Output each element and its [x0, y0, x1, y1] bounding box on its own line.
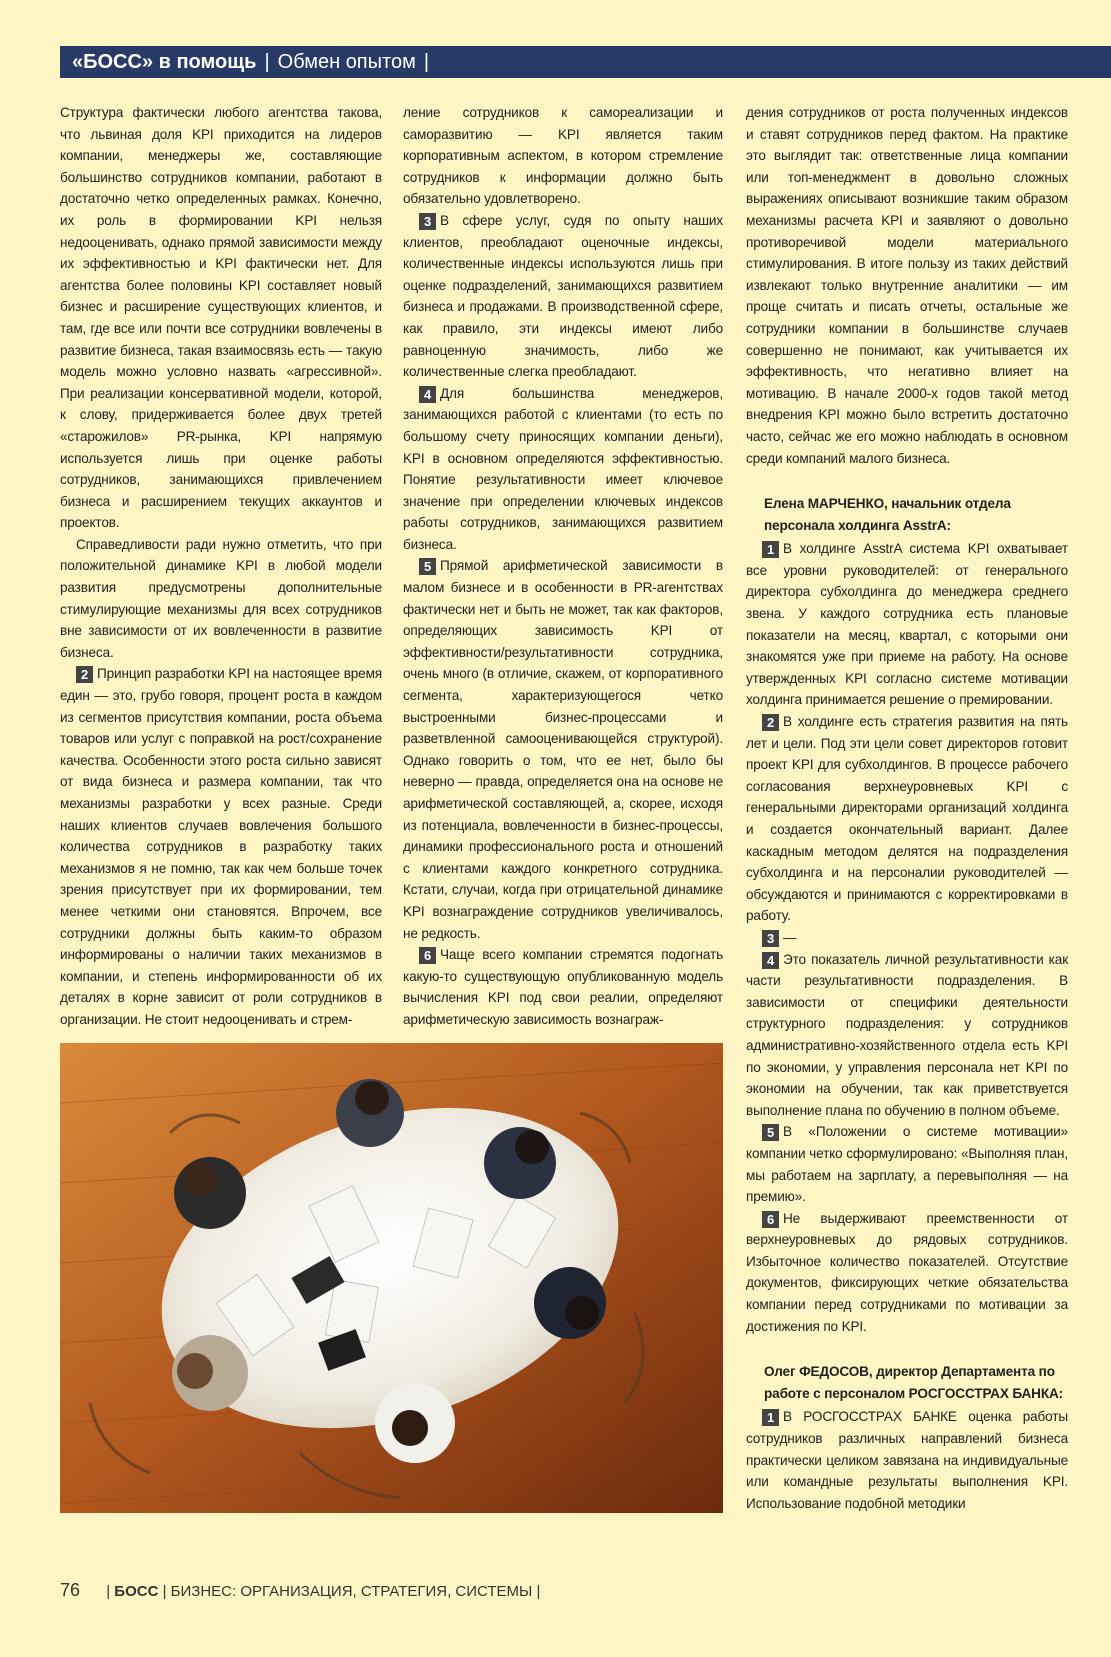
article-column-1 — [60, 102, 382, 1031]
answer-text: В РОСГОССТРАХ БАНКЕ оценка работы сотрудников различных направлений бизнеса практически целиком завязана на индивидуальные или командные результаты выполнения KPI. Использование подобной методики — [746, 1409, 1068, 1511]
answer-paragraph — [403, 944, 723, 1030]
page-number: 76 — [60, 1580, 81, 1600]
answer-paragraph — [746, 711, 1068, 927]
answer-number-badge: 5 — [762, 1124, 779, 1141]
answer-paragraph — [746, 1406, 1068, 1514]
answer-paragraph — [403, 210, 723, 383]
answer-number-badge: 3 — [762, 930, 779, 947]
answer-number-badge: 5 — [419, 558, 436, 575]
answer-number-badge: 1 — [762, 1409, 779, 1426]
answer-paragraph — [746, 538, 1068, 711]
answer-paragraph — [746, 927, 1068, 949]
answer-paragraph — [746, 1121, 1068, 1207]
section-title: Обмен опытом — [277, 50, 416, 73]
answer-text: В сфере услуг, судя по опыту наших клиентов, преобладают оценочные индексы, количественные индексы используются лишь при оценке подразделений, занимающихся развитием бизнеса и продажами. В производственной сфере, как правило, эти индексы имеют либо равноценную значимость, либо же количественные слегка преобладают. — [403, 212, 723, 380]
answer-number-badge: 1 — [762, 541, 779, 558]
answer-text: Это показатель личной результативности как части результативности подразделения. В зависимости от специфики деятельности структурного подразделения: у сотрудников административно-хозяйственного отдела есть KPI по экономии, у управления персонала нет KPI по экономии на обучении, так как приветствуется выполнение плана по обучению в полном объеме. — [746, 951, 1068, 1118]
expert-name: Олег ФЕДОСОВ, директор Департамента по работе с персоналом РОСГОССТРАХ БАНКА: — [764, 1364, 1064, 1401]
answer-text: Чаще всего компании стремятся подогнать какую-то существующую опубликованную модель вычисления KPI под свои реалии, определяют арифметическую зависимость вознаграж- — [403, 947, 723, 1027]
answer-paragraph — [746, 1208, 1068, 1338]
answer-text: — — [783, 929, 797, 945]
footer-tagline: БИЗНЕС: ОРГАНИЗАЦИЯ, СТРАТЕГИЯ, СИСТЕМЫ — [170, 1583, 533, 1600]
page-footer — [60, 1580, 540, 1601]
answer-text: В холдинге есть стратегия развития на пять лет и цели. Под эти цели совет директоров готовит проект KPI для субхолдингов. В процессе рабочего согласования верхнеуровневых KPI с генеральными директорами организаций холдинга и создается окончательный вариант. Далее каскадным методом делятся на подразделения субхолдинга и на персоналии руководителей — обсуждаются и принимаются с корректировками в работу. — [746, 714, 1068, 924]
answer-paragraph — [403, 555, 723, 944]
answer-text: Прямой арифметической зависимости в малом бизнесе и в особенности в PR-агентствах фактически нет и быть не может, так как факторов, определяющих зависимость KPI от эффективности/результативности сотрудника, очень много (в отличие, скажем, от корпоративного сегмента, характеризующегося четко выстроенными бизнес-процессами и разветвленной самооценивающейся структурой). Однако говорить о том, что ее нет, было бы неверно — правда, определяется она на основе не арифметической составляющей, а, скорее, исходя из потенциала, вовлеченности в бизнес-процессы, динамики профессионального роста и отношений с клиентами каждого конкретного сотрудника. Кстати, случаи, когда при отрицательной динамике KPI вознаграждение сотрудников увеличивалось, не редкость. — [403, 558, 723, 941]
answer-text: Для большинства менеджеров, занимающихся работой с клиентами (то есть по большому счету приносящих компании деньги), KPI в основном определяются эффективностью. Понятие результативности имеет ключевое значение при определении ключевых индексов работы сотрудников, занимающихся развитием бизнеса. — [403, 385, 723, 552]
magazine-brand: «БОСС» в помощь — [72, 50, 257, 73]
footer-separator-end: | — [536, 1583, 541, 1600]
answer-text: В «Положении о системе мотивации» компании четко сформулировано: «Выполняя план, мы работаем на зарплату, а перевыполняя — на премию». — [746, 1124, 1068, 1205]
section-header — [60, 46, 1111, 78]
answer-number-badge: 6 — [419, 947, 436, 964]
footer-separator: | — [106, 1583, 111, 1600]
answer-number-badge: 4 — [762, 952, 779, 969]
answer-text: Принцип разработки KPI на настоящее время един — это, грубо говоря, процент роста в каждом из сегментов присутствия компании, роста объема товаров или услуг с поправкой на рост/сохранение качества. Особенности этого роста сильно зависят от вида бизнеса и размера компании, так что механизмы разработки у всех разные. Среди наших клиентов случаев вовлечения большого количества сотрудников в разработку таких механизмов я не помню, так как чем больше точек зрения присутствует при их формировании, тем менее четкими они становятся. Впрочем, все сотрудники должны быть каким-то образом информированы о наличии таких механизмов в компании, и степень информированности об их деталях в корне зависит от роли сотрудников в организации. Не стоит недооценивать и стрем- — [60, 666, 382, 1027]
article-column-2 — [403, 102, 723, 1031]
answer-text: В холдинге AsstrA система KPI охватывает все уровни руководителей: от генерального директора субхолдинга до менеджера среднего звена. У каждого сотрудника есть плановые показатели на месяц, квартал, с которыми они знакомятся уже при приеме на работу. На основе утвержденных KPI согласно системе мотивации холдинга принимается решение о премировании. — [746, 541, 1068, 708]
paragraph: Справедливости ради нужно отметить, что при положительной динамике KPI в любой модели развития предусмотрены дополнительные стимулирующие механизмы для всех сотрудников вне зависимости от их вовлеченности в развитие бизнеса. — [60, 536, 382, 660]
meeting-photo — [60, 1043, 723, 1513]
photo-illustration — [60, 1043, 723, 1513]
answer-paragraph — [403, 383, 723, 556]
paragraph: ление сотрудников к самореализации и саморазвитию — KPI является таким корпоративным аспектом, в котором стремление сотрудников к информации должно быть обязательно удовлетворено. — [403, 105, 723, 207]
paragraph: Структура фактически любого агентства такова, что львиная доля KPI приходится на лидеров компании, менеджеры же, составляющие большинство сотрудников компании, работают в достаточно четко определенных рамках. Конечно, их роль в формировании KPI нельзя недооценивать, однако прямой зависимости между их эффективностью и KPI фактически нет. Для агентства более половины KPI составляет новый бизнес и расширение существующих клиентов, и там, где все или почти все сотрудники вовлечены в развитие бизнеса, такая взаимосвязь есть — такую модель можно условно назвать «агрессивной». При реализации консервативной модели, которой, к слову, придерживается более двух третей «старожилов» PR-рынка, KPI напрямую используется лишь при оценке работы сотрудников, занимающихся привлечением бизнеса и расширением текущих аккаунтов и проектов. — [60, 105, 382, 531]
expert-name: Елена МАРЧЕНКО, начальник отдела персонала холдинга AsstrA: — [764, 496, 1011, 533]
footer-separator: | — [162, 1583, 167, 1600]
header-separator-end: | — [423, 50, 430, 73]
answer-number-badge: 2 — [762, 714, 779, 731]
answer-number-badge: 4 — [419, 386, 436, 403]
article-column-3 — [746, 102, 1068, 1514]
answer-number-badge: 3 — [419, 213, 436, 230]
paragraph: дения сотрудников от роста полученных индексов и ставят сотрудников перед фактом. На практике это выглядит так: ответственные лица компании или топ-менеджмент в довольно сложных выражениях описывают возникшие таким образом механизмы расчета KPI и заявляют о довольно противоречивой модели материального стимулирования. В итоге пользу из таких действий извлекают только внутренние аналитики — им проще считать и писать отчеты, остальные же сотрудники компании в большинстве случаев совершенно не понимают, как учитывается их эффективность, что негативно влияет на мотивацию. В начале 2000-х годов такой метод внедрения KPI можно было встретить достаточно часто, сейчас же его можно наблюдать в основном среди компаний малого бизнеса. — [746, 105, 1068, 466]
answer-paragraph — [60, 663, 382, 1030]
answer-number-badge: 6 — [762, 1211, 779, 1228]
answer-paragraph — [746, 949, 1068, 1122]
footer-brand: БОСС — [114, 1583, 159, 1600]
answer-number-badge: 2 — [76, 666, 93, 683]
header-separator: | — [264, 50, 270, 73]
answer-text: Не выдерживают преемственности от верхнеуровневых до рядовых сотрудников. Избыточное количество показателей. Отсутствие документов, фиксирующих четкие обязательства компании перед сотрудниками по мотивации за достижения по KPI. — [746, 1210, 1068, 1334]
